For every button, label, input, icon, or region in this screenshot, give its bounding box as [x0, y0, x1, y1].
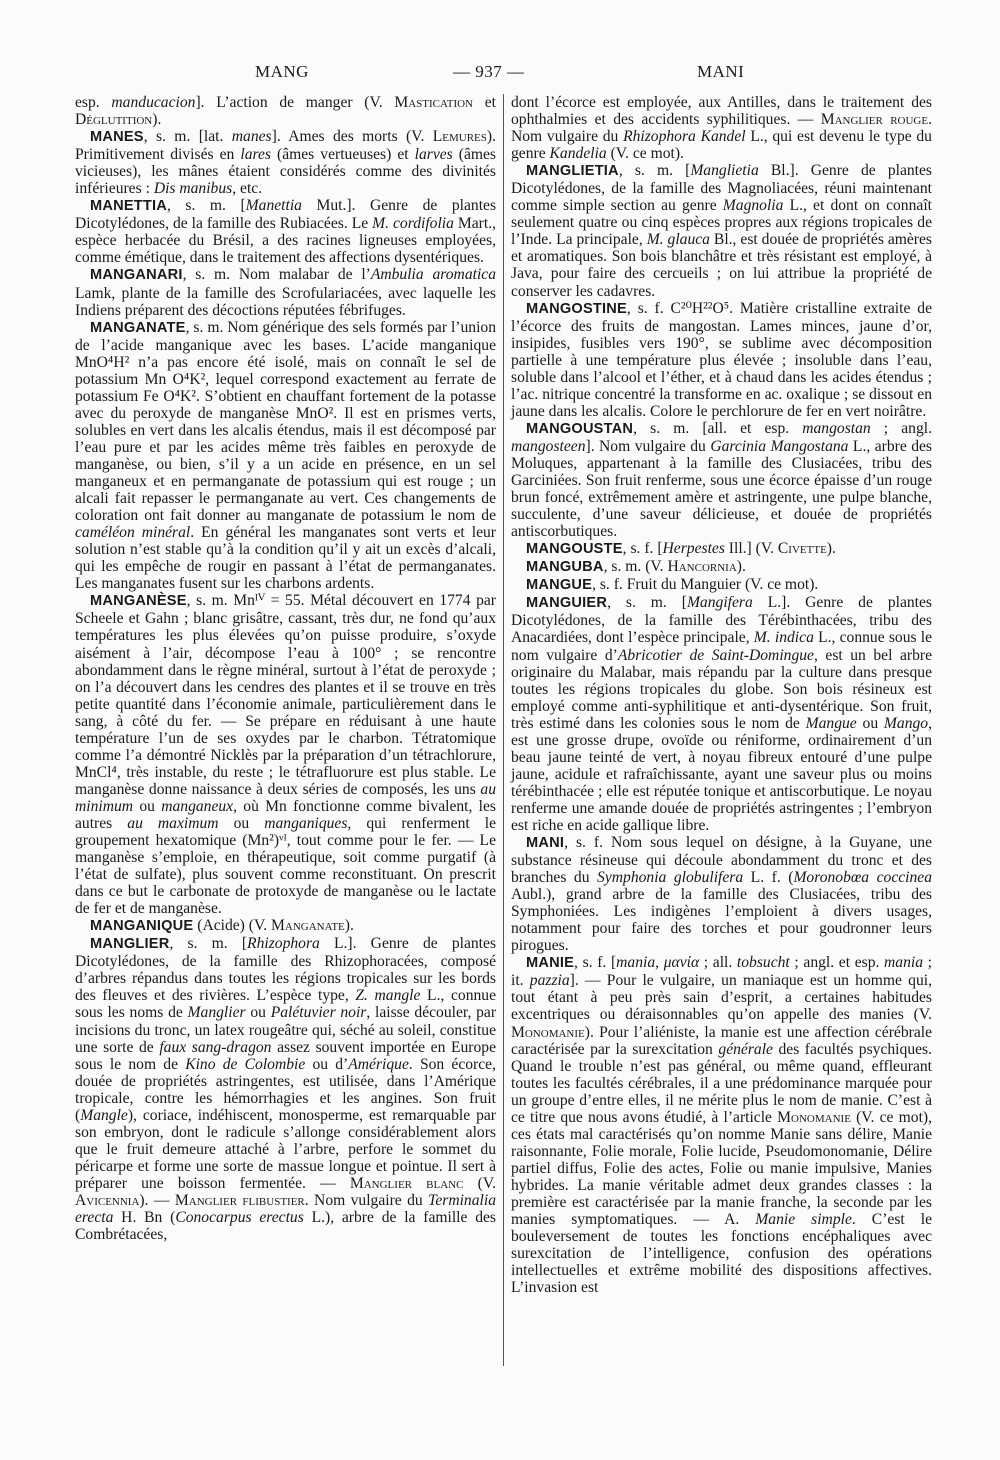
entry-text: (V. ce mot), ces états mal caractérisés qu’on nomme Manie sans délire, Manie raisonnante, Folie morale, Folie lucide, Pseudomonomanie, Délire partiel diffus, Folie des actes, Folie ou manie impulsive, Manies hybrides. La manie véritable admet deux grandes classes : la première est caractérisée par la manie franche, la seconde par les manies symptomatiques. — A. — [511, 1108, 932, 1229]
entry-text: Mart., espèce herbacée du Brésil, a des racines ligneuses employées, comme émétique, dans le traitement des affections dysentériques. — [75, 215, 497, 267]
entry-text: , qui renferment le groupement hexatomique (Mn²)ᵛᴵ, tout comme pour le fer. — Le manganèse s’emploie, en thérapeutique, soit comme purgatif (à l’état de sulfate), plus souvent comme reconstituant. On prescrit dans ce but le carbonate de protoxyde de manganèse ou le lactate de fer et de manganèse. — [75, 814, 497, 918]
entry-text: ]. Nom vulgaire du — [585, 437, 711, 455]
header-left-guide-word: MANG — [255, 62, 309, 81]
entry-text: ). Pour l’aliéniste, la manie est une affection cérébrale caractérisée par la surexcitation — [511, 1023, 932, 1058]
italic-text: Conocarpus erectus — [175, 1209, 304, 1227]
entry-text: H. Bn ( — [113, 1209, 176, 1227]
entry-text: L., et dont on connaît seulement quatre ou cinq espèces propres aux régions tropicales de l’Inde. La principale, — [511, 197, 932, 249]
entry-text: , s. f. Fruit du Manguier (V. ce mot). — [592, 576, 819, 594]
headword: MANGLIETIA — [526, 163, 619, 180]
entry-text: Mut.]. Genre de plantes Dicotylédones, de la famille des Rubiacées. Le — [75, 197, 497, 233]
italic-text: au maximum — [127, 814, 219, 832]
italic-text: Z. mangle — [355, 987, 421, 1005]
headword: MANGOUSTAN — [526, 420, 634, 437]
italic-text: Mangle — [80, 1106, 128, 1124]
dictionary-entry — [75, 128, 496, 197]
entry-text: esp. — [75, 94, 112, 111]
dictionary-entry — [75, 592, 496, 917]
entry-text: , s. m. [lat. — [143, 128, 232, 146]
headword: MANGANATE — [90, 319, 186, 336]
cross-reference: Monomanie — [511, 1023, 585, 1041]
entry-text: ). — [736, 558, 746, 576]
headword: MANI — [526, 835, 565, 852]
entry-text: , s. m. Nom générique des sels formés par l’union de l’acide manganique avec les bases. L’acide manganique MnO⁴H² n’a pas encore été isolé, mais on connaît le sel de potassium Mn O⁴K², lequel correspond exactement au ferrate de potassium Fe O⁴K². S’obtient en chauffant fortement de la potasse avec du peroxyde de manganèse MnO². Il est en prismes verts, solubles en vert dans les alcalis étendus, mais il est décomposé par l’eau pure et par les acides même très faibles en peroxyde de manganèse, ou bien, s’il y a un acide en présence, en un sel manganeux et en permanganate de potassium qui est rouge ; un alcali fait repasser le permanganate au vert. Ces changements de coloration ont fait donner au manganate de potassium le nom de — [75, 318, 496, 525]
column-divider — [503, 94, 504, 1366]
dictionary-entry — [511, 300, 932, 420]
cross-reference: Mastication — [394, 94, 474, 111]
entry-text: . Nom vulgaire du — [304, 1192, 429, 1209]
italic-text: Mangue — [805, 714, 857, 732]
entry-text: , s. m. [ — [167, 197, 246, 215]
italic-text: Magnolia — [722, 197, 784, 215]
italic-text: Manie simple — [755, 1211, 852, 1229]
dictionary-entry — [511, 576, 932, 594]
entry-text: ). — — [139, 1192, 175, 1209]
italic-text: au minimum — [75, 780, 496, 815]
italic-text: mangosteen — [511, 437, 586, 455]
dictionary-entry — [75, 319, 496, 593]
italic-text: faux sang-dragon — [159, 1038, 272, 1056]
entry-text: (V. ce mot). — [606, 145, 684, 163]
entry-text: , est une grosse drupe, ovoïde ou réniforme, ordinairement d’un beau jaune teinté de vert, à noyau fibreux entouré d’une pulpe jaune, acidule et rafraîchissante, ayant une saveur plus ou moins térébinthacée ; elle est réputée tonique et antiscorbutique. Le noyau renferme une amande douée de propriétés astringentes ; l’embryon est riche en acide gallique libre. — [511, 714, 932, 834]
italic-text: générale — [718, 1040, 773, 1058]
entry-text: L., arbre des Moluques, appartenant à la famille des Clusiacées, tribu des Garciniées. Son fruit renferme, sous une écorce épaisse d’un rouge brun foncé, extrêmement amère et astringente, une pulpe blanche, succulente, d’une saveur délicieuse, et douée de propriétés antiscorbutiques. — [511, 437, 932, 541]
dictionary-entry — [75, 935, 496, 1243]
italic-text: mangostan — [802, 419, 871, 437]
headword: MANETTIA — [90, 198, 167, 215]
italic-text: M. glauca — [646, 231, 710, 249]
right-column — [511, 94, 932, 1296]
italic-text: Manglietia — [690, 162, 759, 180]
cross-reference: Monomanie — [777, 1108, 851, 1126]
dictionary-entry — [511, 162, 932, 299]
entry-text: (âmes vicieuses), les mânes étaient considérés comme des divinités inférieures : — [75, 146, 497, 198]
entry-text: ; angl. — [870, 419, 932, 437]
italic-text: Manettia — [245, 197, 302, 215]
dictionary-entry — [75, 266, 496, 318]
cross-reference: Lemures — [432, 128, 487, 146]
entry-text: , laisse découler, par incisions du tronc, un latex rougeâtre qui, séché au soleil, constitue une sorte de — [75, 1004, 497, 1056]
cross-reference: Avicennia — [75, 1192, 140, 1209]
entry-text: Ill.] (V. — [724, 540, 778, 558]
italic-text: Ambulia aromatica — [370, 266, 496, 284]
entry-text: , est un bel arbre originaire du Malabar, mais répandu par la culture dans presque toutes les régions tropicales du globe. Son bois résineux est employé comme anti-syphilitique et anti-dysentérique. Son fruit, très estimé dans les colonies sous le nom de — [511, 646, 932, 732]
dictionary-entry — [511, 954, 932, 1296]
headword: MANGANÈSE — [90, 593, 187, 610]
entry-text: Bl., est douée de propriétés amères et aromatiques. Son bois blanchâtre et très résistant est employé, à Java, pour faire des cercueils ; on lui attribue la propriété de conserver les cadavres. — [511, 231, 932, 300]
headword: MANIE — [526, 955, 575, 972]
entry-text: Lamk, plante de la famille des Scrofulariacées, avec laquelle les Indiens préparent des décoctions réputées fébrifuges. — [75, 284, 496, 319]
italic-text: Mango — [883, 714, 929, 732]
italic-text: Rhizophora — [247, 935, 320, 953]
headword: MANGLIER — [90, 936, 170, 953]
italic-text: caméléon minéral — [75, 524, 191, 542]
running-header — [75, 62, 935, 86]
headword: MANGUIER — [526, 595, 608, 612]
entry-text: ). Primitivement divisés en — [75, 128, 496, 164]
entry-text: ]. L’action de manger (V. — [195, 94, 395, 111]
italic-text: Rhizophora Kandel — [623, 128, 746, 146]
headword: MANGUBA — [526, 559, 604, 576]
entry-text: . C’est le bouleversement de toutes les fonctions encéphaliques avec surexcitation de l’intelligence, confusion des opérations intellectuelles et extrême mobilité des dispositions affectives. L’invasion est — [511, 1211, 932, 1297]
entry-text: L., qui est devenu le type du genre — [511, 128, 932, 163]
entry-text: . Nom vulgaire du — [511, 111, 933, 146]
entry-text: , s. f. [ — [574, 954, 617, 972]
entry-text: , s. f. [ — [622, 540, 663, 558]
dictionary-entry — [75, 197, 496, 266]
entry-text: ; all. — [699, 954, 737, 972]
entry-text: , où Mn fonctionne comme bivalent, les autres — [75, 797, 496, 832]
entry-continuation — [75, 94, 496, 128]
entry-text: ou d’ — [305, 1055, 349, 1073]
italic-text: M. cordifolia — [372, 215, 454, 233]
italic-text: manducacion — [111, 94, 196, 111]
italic-text: Garcinia Mangostana — [710, 437, 849, 455]
entry-text: ou — [856, 714, 884, 732]
entry-text: , s. m. [all. et esp. — [633, 419, 803, 437]
entry-text: , s. m. Nom malabar de l’ — [182, 266, 371, 284]
headword: MANGANIQUE — [90, 918, 194, 935]
entry-text: , — [655, 954, 664, 972]
italic-text: Moronobœa coccinea — [793, 869, 933, 887]
entry-text: ), coriace, indéhiscent, monosperme, est remarquable par son embryon, dont le radicule s’allonge considérablement alors que le fruit demeure attaché à l’arbre, perfore le sommet du péricarpe et forme une sorte de massue longue et pointue. Il sert à préparer une boisson fermentée. — — [75, 1106, 496, 1192]
entry-text: ]. Ames des morts (V. — [271, 128, 433, 146]
italic-text: Mangifera — [686, 594, 753, 612]
entry-text: , s. m. [ — [169, 935, 248, 953]
entry-text: ; it. — [511, 954, 933, 990]
header-right-guide-word: MANI — [697, 62, 745, 81]
italic-text: Symphonia globulifera — [597, 869, 744, 887]
left-column — [75, 94, 496, 1243]
entry-text: L.]. Genre de plantes Dicotylédones, de la famille des Rhizophoracées, composé d’arbres répandus dans toutes les régions tropicales sur les bords des fleuves et des rivières. L’espèce type, — [75, 935, 497, 1005]
italic-text: tobsucht — [736, 954, 790, 972]
entry-text: des facultés psychiques. Quand le trouble n’est pas général, ou même quand, effleurant toutes les facultés cérébrales, il a une prédominance marquée pour un groupe d’entre elles, il ne mérite plus le nom de manie. C’est à ce titre que nous avons étudié, à l’article — [511, 1040, 932, 1126]
italic-text: Abricotier de Saint-Domingue — [617, 646, 814, 664]
italic-text: manes — [231, 128, 272, 146]
entry-text: ou — [245, 1004, 271, 1022]
entry-text: Aubl.), grand arbre de la famille des Clusiacées, tribu des Symphoniées. Les indigènes l’emploient à divers usages, notamment pour faire des torches et pour goudronner leurs pirogues. — [511, 886, 932, 955]
italic-text: Kino de Colombie — [185, 1055, 306, 1073]
dictionary-entry — [511, 420, 932, 540]
italic-text: pazzia — [529, 972, 570, 990]
cross-reference: Manglier blanc — [349, 1174, 464, 1192]
entry-text: , s. f. Nom sous lequel on désigne, à la Guyane, une substance résineuse qui découle abondamment du tronc et des branches du — [511, 834, 932, 887]
headword: MANGOSTINE — [526, 300, 627, 317]
entry-text: ]. — Pour le vulgaire, un maniaque est un homme qui, tout étant à peu près sain d’esprit, a certaines habitudes excentriques ou déraisonnables qu’on appelle des manies (V. — [511, 972, 932, 1024]
headword: MANGUE — [526, 577, 593, 594]
italic-text: lares — [240, 146, 271, 164]
cross-reference: Manglier rouge — [820, 111, 929, 129]
entry-text: et — [473, 94, 496, 111]
italic-text: Palétuvier noir — [270, 1004, 367, 1022]
entry-text: ou — [218, 814, 265, 832]
entry-text: L. f. ( — [743, 869, 794, 887]
entry-text: L.), arbre de la famille des Combrétacées, — [75, 1209, 496, 1244]
italic-text: Herpestes — [662, 540, 725, 558]
italic-text: larves — [414, 146, 453, 164]
entry-text: L., connue sous le nom vulgaire d’ — [511, 629, 933, 664]
entry-text: assez souvent importée en Europe sous le nom de — [75, 1038, 497, 1073]
entry-continuation — [511, 94, 932, 162]
entry-text: ). — [344, 917, 354, 935]
dictionary-entry — [511, 558, 932, 576]
entry-text: , s. m. [ — [618, 162, 691, 180]
italic-text: manganiques — [264, 814, 348, 832]
headword: MANGOUSTE — [526, 541, 623, 558]
dictionary-entry — [511, 594, 932, 834]
entry-text: , etc. — [232, 180, 263, 198]
cross-reference: Manglier flibustier — [174, 1192, 305, 1209]
cross-reference: Civette — [777, 540, 827, 558]
cross-reference: Manganate — [271, 917, 345, 935]
entry-text: , s. m. Mnᴵⱽ = 55. Métal découvert en 1774 par Scheele et Gahn ; blanc grisâtre, cassant, très dur, ne fond qu’aux températures les plus élevées qu’on puisse produire, s’oxyde aisément à l’air, décompose l’eau à 100° ; se rencontre abondamment dans le règne minéral, surtout à l’état de peroxyde ; on l’a découvert dans les cendres des plantes et il se trouve en très petite quantité dans l’économie animale, particulièrement dans le sang, à côté du fer. — Se prépare en réduisant à une haute température l’un de ses oxydes par le charbon. Tétratomique comme l’a démontré Nicklès par la préparation d’un tétrachlorure, MnCl⁴, très instable, du reste ; le tétrafluorure est plus stable. Le manganèse donne naissance à deux séries de composés, les uns — [75, 592, 496, 798]
entry-text: (âmes vertueuses) et — [270, 146, 415, 164]
cross-reference: Hancornia — [667, 558, 737, 576]
entry-text: (Acide) (V. — [193, 917, 272, 935]
page-number: — 937 — — [453, 62, 525, 81]
entry-text: ). — [152, 111, 162, 129]
italic-text: Terminalia erecta — [75, 1192, 496, 1227]
entry-text: L.]. Genre de plantes Dicotylédones, de la famille des Térébinthacées, tribu des Anacardiées, dont l’espèce principale, — [511, 594, 932, 647]
cross-reference: Déglutition — [75, 111, 153, 129]
entry-text: ). — [826, 540, 836, 558]
entry-text: . Son écorce, douée de propriétés astringentes, est utilisée, dans l’Amérique tropicale, contre les hémorrhagies et les angines. Son fruit ( — [75, 1055, 496, 1124]
dictionary-entry — [511, 540, 932, 558]
entry-text: . En général les manganates sont verts et leur solution n’est stable qu’à la condition qu’il y ait un excès d’alcali, qui les empêche de rougir en passant à l’état de permanganates. Les manganates fusent sur les charbons ardents. — [75, 524, 496, 593]
entry-text: dont l’écorce est employée, aux Antilles, dans le traitement des ophthalmies et des accidents syphilitiques. — — [511, 94, 932, 129]
italic-text: Kandelia — [549, 145, 607, 163]
entry-text: Bl.]. Genre de plantes Dicotylédones, de la famille des Magnoliacées, réuni maintenant comme simple section au genre — [511, 162, 932, 215]
italic-text: Manglier — [187, 1004, 246, 1022]
italic-text: M. indica — [753, 629, 814, 647]
italic-text: mania — [884, 954, 924, 972]
dictionary-entry — [75, 917, 496, 935]
headword: MANGANARI — [90, 267, 183, 284]
entry-text: ou — [133, 797, 162, 815]
entry-text: , s. m. (V. — [603, 558, 668, 576]
italic-text: mania — [616, 954, 656, 972]
italic-text: manganeux — [161, 797, 234, 815]
entry-text: L., connue sous les noms de — [75, 987, 497, 1022]
italic-text: Dis manibus — [153, 180, 233, 198]
italic-text: Amérique — [348, 1055, 409, 1073]
headword: MANES — [90, 129, 144, 146]
italic-text: μανία — [663, 954, 700, 972]
entry-text: (V. — [463, 1174, 496, 1192]
entry-text: , s. m. [ — [607, 594, 687, 612]
entry-text: ; angl. et esp. — [789, 954, 885, 972]
entry-text: , s. f. C²⁰H²²O⁵. Matière cristalline extraite de l’écorce des fruits de mangostan. Lames minces, jaune d’or, insipides, fusibles vers 190°, se sublime avec décomposition partielle à une température plus élevée ; insoluble dans l’eau, soluble dans l’alcool et l’éther, et à chaud dans les acides étendus ; l’ac. nitrique concentré la transforme en ac. oxalique ; se dissout en jaune dans les alcalis. Colore le perchlorure de fer en vert noirâtre. — [511, 299, 932, 420]
dictionary-entry — [511, 834, 932, 954]
